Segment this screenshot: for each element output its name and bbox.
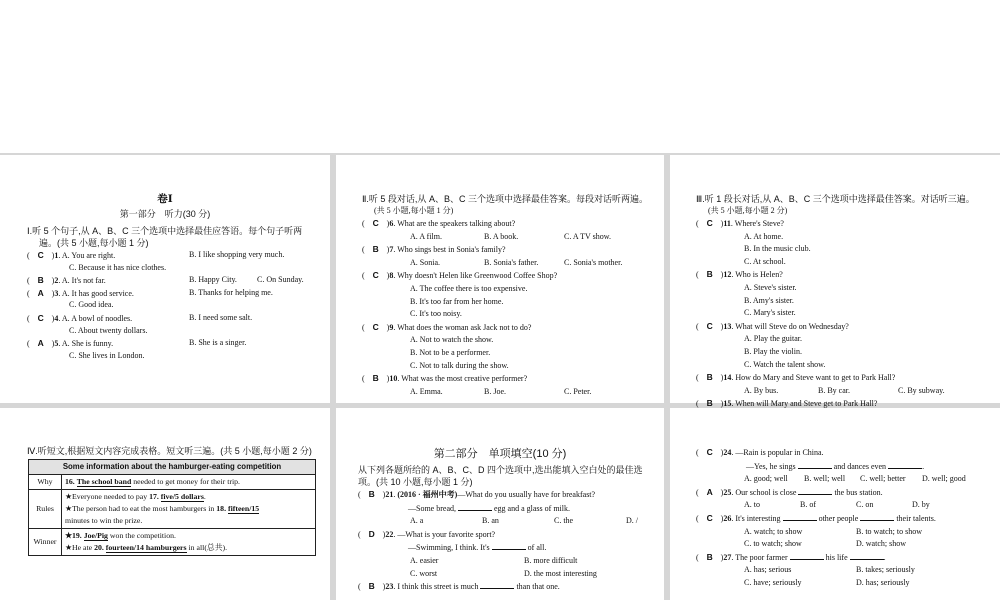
question-4: ( C )4. A. A bowl of noodles. B. I need some salt.	[27, 312, 330, 325]
opt-d: D. has; seriously	[856, 577, 910, 587]
opt-a: A. It has good service.	[61, 288, 134, 298]
answer-25: A	[706, 486, 713, 497]
panel-section-5	[336, 408, 664, 600]
q26-options-cd	[696, 538, 1000, 551]
q26-options-ab	[696, 526, 1000, 539]
q18-post: minutes to win the prize.	[65, 516, 143, 525]
question-3-line2	[27, 299, 330, 312]
q22-text: —What is your favorite sport?	[397, 529, 496, 539]
question-25: ( A )25. Our school is close the bus station.	[696, 486, 883, 497]
panel-section-6	[670, 408, 1000, 600]
q23-text-a: I think this street is much	[397, 582, 481, 592]
q18-num: 18.	[216, 504, 227, 513]
answer-13: C	[706, 320, 713, 331]
question-24: ( C )24. —Rain is popular in China.	[696, 447, 824, 457]
question-1-line2	[27, 262, 330, 275]
question-21: ( B )21. (2016 · 福州中考)—What do you usually have for breakfast?	[358, 489, 596, 499]
q17-num: 17.	[149, 492, 159, 501]
qnum-23: 23	[385, 582, 394, 592]
opt-c: C. A TV show.	[564, 231, 611, 241]
q6-text: What are the speakers talking about?	[397, 219, 516, 228]
q13-option-b	[696, 346, 1000, 359]
answer-slot	[699, 268, 721, 282]
answer-14: B	[706, 372, 713, 383]
answer-slot	[365, 269, 387, 283]
blank	[888, 460, 925, 471]
q25-text-a: Our school is close	[735, 487, 799, 497]
opt-b: B. Thanks for helping me.	[189, 287, 273, 297]
q20-pre: ★He ate	[65, 543, 95, 552]
q16-answer: The school band	[76, 477, 132, 486]
opt-b: B. Sonia's father.	[484, 257, 539, 267]
opt-d: D. well; good	[922, 474, 966, 484]
answer-slot	[365, 243, 387, 257]
question-1: ( C )1. A. You are right. B. I like shopping very much.	[27, 249, 330, 262]
opt-b: B. takes; seriously	[856, 565, 915, 575]
answer-slot	[30, 337, 52, 351]
q24-l2b: and dances even	[831, 461, 889, 471]
question-6: ( C )6. What are the speakers talking about?	[362, 217, 664, 231]
question-3: ( A )3. A. It has good service. B. Thanks for helping me.	[27, 287, 330, 300]
opt-a: A. has; serious	[744, 565, 792, 575]
table-title: Some information about the hamburger-eating competition	[29, 460, 316, 475]
answer-10: B	[372, 373, 379, 384]
q20-num: 20.	[94, 543, 104, 552]
answer-slot	[699, 320, 721, 334]
opt-c: C. well; better	[860, 474, 906, 484]
opt-d: D. /	[626, 516, 638, 526]
qnum-7: 7	[389, 245, 394, 255]
answer-slot	[365, 372, 387, 386]
q8-option-c	[362, 308, 664, 321]
q19-answer: Joe/Pig	[83, 531, 108, 540]
volume-title: 卷Ⅰ	[157, 194, 173, 205]
opt-a: A. to	[744, 500, 760, 510]
blank	[798, 460, 832, 469]
answer-5: A	[37, 338, 44, 349]
q12-text: Who is Helen?	[735, 270, 783, 280]
q16-rest: needed to get money for their trip.	[131, 477, 241, 486]
opt-c: C. On Sunday.	[257, 275, 304, 285]
opt-b: B. In the music club.	[744, 244, 811, 254]
q20-answer: fourteen/14 hamburgers	[105, 543, 187, 552]
hamburger-table	[28, 459, 316, 556]
opt-b: B. Amy's sister.	[744, 295, 794, 305]
winner-cell	[62, 529, 316, 556]
opt-b: B. Happy City.	[189, 275, 237, 285]
question-12: ( B )12. Who is Helen?	[696, 268, 1000, 282]
answer-2: B	[37, 275, 44, 286]
opt-c: C. worst	[410, 568, 438, 578]
question-9: ( C )9. What does the woman ask Jack not to do?	[362, 321, 664, 335]
answer-12: B	[706, 269, 713, 280]
row-label-winner: Winner	[29, 529, 62, 556]
qnum-14: 14	[723, 373, 732, 383]
qnum-21: 21	[385, 490, 394, 499]
answer-21: B	[368, 489, 375, 499]
q14-text: How do Mary and Steve want to get to Park Hall?	[735, 373, 896, 383]
sec3-sub: (共 5 小题,每小题 2 分)	[708, 206, 788, 215]
q13-option-c	[696, 359, 1000, 372]
blank	[480, 580, 514, 589]
answer-slot	[699, 217, 721, 231]
answer-slot	[30, 249, 52, 263]
opt-c: C. Peter.	[564, 386, 592, 396]
q22-options-cd	[358, 568, 664, 581]
sec5-header-2: 项。(共 10 小题,每小题 1 分)	[358, 477, 473, 487]
q21-options	[358, 515, 664, 528]
q18-pre: ★The person had to eat the most hamburgers in	[65, 504, 217, 513]
q24-options	[696, 473, 1000, 486]
qnum-25: 25	[723, 487, 732, 497]
opt-d: D. watch; show	[856, 539, 906, 549]
opt-d: D. the most interesting	[524, 568, 597, 578]
sec4-header: Ⅳ.听短文,根据短文内容完成表格。短文听三遍。(共 5 小题,每小题 2 分)	[27, 446, 312, 456]
sec1-header: Ⅰ.听 5 个句子,从 A、B、C 三个选项中选择最佳应答语。每个句子听两	[27, 226, 303, 236]
panel-section-4	[0, 408, 330, 600]
question-15: ( B )15. When will Mary and Steve get to Park Hall?	[696, 397, 1000, 411]
q9-text: What does the woman ask Jack not to do?	[397, 322, 532, 332]
answer-27: B	[706, 551, 713, 562]
q17-pre: ★Everyone needed to pay	[65, 492, 150, 501]
answer-slot	[699, 371, 721, 385]
why-cell	[62, 475, 316, 490]
question-26: ( C )26. It's interesting other people their talents.	[696, 512, 936, 523]
q21-line2	[358, 502, 664, 516]
opt-b: B. of	[800, 500, 816, 510]
opt-b: B. A book.	[484, 231, 519, 241]
qnum-22: 22	[385, 529, 394, 539]
q22-options-ab	[358, 555, 664, 568]
qnum-3: 3	[54, 288, 59, 298]
opt-c: C. About twenty dollars.	[69, 325, 148, 335]
q19-num: ★19.	[65, 531, 82, 540]
q12-option-c	[696, 307, 1000, 320]
opt-a: A. By bus.	[744, 385, 779, 395]
q26-text-c: their talents.	[894, 513, 936, 523]
question-27: ( B )27. The poor farmer his life .	[696, 551, 886, 562]
answer-15: B	[706, 398, 713, 409]
q9-option-a	[362, 334, 664, 347]
question-5: ( A )5. A. She is funny. B. She is a singer.	[27, 337, 330, 350]
sec1-header-2: 遍。(共 5 小题,每小题 1 分)	[39, 238, 149, 248]
opt-d: D. by	[912, 500, 930, 510]
answer-slot	[30, 287, 52, 301]
q17-post: .	[203, 492, 206, 501]
opt-c: C. Watch the talent show.	[744, 359, 826, 369]
q24-line2	[696, 460, 1000, 474]
blank	[783, 512, 817, 521]
qnum-8: 8	[389, 271, 394, 281]
q10-text: What was the most creative performer?	[401, 374, 528, 384]
source-21: (2016 · 福州中考)	[397, 490, 458, 499]
row-label-why: Why	[29, 475, 62, 490]
q12-option-a	[696, 282, 1000, 295]
qnum-6: 6	[389, 219, 394, 228]
answer-slot	[30, 274, 52, 288]
opt-c: C. It's too noisy.	[410, 309, 462, 319]
opt-a: A. Steve's sister.	[744, 282, 797, 292]
q23-text-b: than that one.	[514, 582, 560, 592]
q11-option-a	[696, 231, 1000, 244]
opt-a: A. She is funny.	[61, 339, 114, 349]
opt-c: C. have; seriously	[744, 577, 802, 587]
opt-c: C. on	[856, 500, 874, 510]
opt-b: B. I need some salt.	[189, 312, 253, 322]
opt-b: B. Joe.	[484, 386, 506, 396]
q12-option-b	[696, 295, 1000, 308]
opt-c: C. Mary's sister.	[744, 308, 796, 318]
opt-a: A. The coffee there is too expensive.	[410, 283, 528, 293]
opt-a: A. Play the guitar.	[744, 334, 802, 344]
answer-23: B	[368, 581, 375, 592]
blank	[458, 502, 492, 511]
blank	[798, 486, 832, 495]
qnum-12: 12	[723, 270, 732, 280]
q19-post: won the competition.	[107, 531, 176, 540]
panel-section-1	[0, 155, 330, 403]
opt-c: C. At school.	[744, 256, 786, 266]
q6-options	[362, 231, 664, 244]
answer-slot	[365, 321, 387, 335]
q8-option-a	[362, 283, 664, 296]
answer-1: C	[37, 250, 44, 260]
q14-options	[696, 385, 1000, 398]
qnum-26: 26	[723, 513, 732, 523]
answer-9: C	[372, 321, 379, 332]
q22-l2a: —Swimming, I think. It's	[408, 543, 492, 553]
question-23: ( B )23. I think this street is much than that one.	[358, 581, 560, 592]
qnum-27: 27	[723, 552, 732, 562]
q27-options-ab	[696, 564, 1000, 577]
q20-post: in all(总共).	[186, 543, 228, 552]
question-2: ( B )2. A. It's not far. B. Happy City. C. On Sunday.	[27, 274, 330, 287]
opt-b: B. By car.	[818, 385, 850, 395]
qnum-9: 9	[389, 322, 394, 332]
blank	[860, 512, 894, 521]
opt-b: B. I like shopping very much.	[189, 250, 285, 259]
opt-c: C. Because it has nice clothes.	[69, 262, 167, 272]
q11-option-b	[696, 243, 1000, 256]
opt-a: A. Emma.	[410, 386, 443, 396]
question-11: ( C )11. Where's Steve?	[696, 217, 1000, 231]
opt-a: A. Sonia.	[410, 257, 440, 267]
answer-slot	[365, 217, 387, 231]
answer-24: C	[706, 447, 713, 457]
qnum-1: 1	[54, 251, 59, 260]
opt-a: A. good; well	[744, 474, 788, 484]
opt-a: A. A film.	[410, 231, 443, 241]
question-10: ( B )10. What was the most creative performer?	[362, 372, 664, 386]
sec2-header: Ⅱ.听 5 段对话,从 A、B、C 三个选项中选择最佳答案。每段对话听两遍。	[362, 194, 648, 204]
part1-title: 第一部分 听力(30 分)	[119, 209, 211, 219]
q25-options	[696, 499, 1000, 512]
question-14: ( B )14. How do Mary and Steve want to get to Park Hall?	[696, 371, 1000, 385]
opt-a: A. You are right.	[61, 251, 116, 260]
q9-option-c	[362, 360, 664, 373]
opt-a: A. easier	[410, 555, 439, 565]
sec2-list	[362, 217, 664, 398]
q22-line2	[358, 541, 664, 555]
opt-b: B. Play the violin.	[744, 346, 802, 356]
qnum-24: 24	[723, 448, 732, 457]
opt-a: A. It's not far.	[61, 276, 106, 286]
rules-cell	[62, 490, 316, 529]
answer-11: C	[706, 218, 713, 228]
question-13: ( C )13. What will Steve do on Wednesday?	[696, 320, 1000, 334]
answer-22: D	[368, 528, 375, 539]
blank-top-area	[0, 0, 1000, 153]
blank	[492, 541, 526, 550]
sec1-list	[27, 249, 330, 362]
opt-a: A. watch; to show	[744, 526, 803, 536]
q27-options-cd	[696, 577, 1000, 590]
answer-6: C	[372, 218, 379, 228]
q17-answer: five/5 dollars	[160, 492, 204, 501]
row-label-rules: Rules	[29, 490, 62, 529]
q27-text-b: his life	[823, 552, 850, 562]
q13-text: What will Steve do on Wednesday?	[735, 321, 849, 331]
opt-c: C. the	[554, 516, 574, 526]
q27-text-c: .	[883, 552, 886, 562]
q11-text: Where's Steve?	[734, 219, 784, 228]
q11-option-c	[696, 256, 1000, 269]
question-5-line2	[27, 350, 330, 363]
q8-text: Why doesn't Helen like Greenwood Coffee Shop?	[397, 271, 558, 281]
q26-text-b: other people	[816, 513, 861, 523]
qnum-5: 5	[54, 339, 59, 349]
opt-b: B. more difficult	[524, 555, 578, 565]
q22-l2b: of all.	[525, 543, 547, 553]
blank	[850, 551, 884, 560]
opt-c: C. Not to talk during the show.	[410, 360, 509, 370]
answer-7: B	[372, 244, 379, 255]
opt-b: B. It's too far from her home.	[410, 296, 504, 306]
q26-text-a: It's interesting	[735, 513, 783, 523]
answer-8: C	[372, 270, 379, 281]
qnum-2: 2	[54, 276, 59, 286]
opt-b: B. an	[482, 516, 499, 526]
opt-a: A. Not to watch the show.	[410, 335, 494, 345]
q10-options	[362, 386, 664, 399]
q16-num: 16.	[65, 477, 75, 486]
opt-c: C. Sonia's mother.	[564, 257, 623, 267]
answer-4: C	[37, 312, 44, 323]
opt-c: C. Good idea.	[69, 300, 114, 310]
qnum-10: 10	[389, 374, 398, 384]
opt-a: A. At home.	[744, 231, 784, 241]
sec3-list	[696, 217, 1000, 424]
blank	[790, 551, 824, 560]
q7-options	[362, 257, 664, 270]
question-22: ( D )22. —What is your favorite sport?	[358, 528, 496, 539]
qnum-11: 11	[723, 219, 731, 228]
opt-b: B. well; well	[804, 474, 846, 484]
q9-option-b	[362, 347, 664, 360]
panel-section-3	[670, 155, 1000, 409]
panel-section-2	[336, 155, 664, 403]
answer-26: C	[706, 512, 713, 523]
answer-3: A	[37, 287, 44, 298]
q21-text: —What do you usually have for breakfast?	[457, 490, 596, 499]
q24-l2a: —Yes, he sings	[746, 461, 798, 471]
q24-text: —Rain is popular in China.	[735, 448, 824, 457]
opt-c: C. She lives in London.	[69, 350, 145, 360]
qnum-4: 4	[54, 313, 59, 323]
q25-text-b: the bus station.	[832, 487, 883, 497]
opt-c: C. By subway.	[898, 385, 945, 395]
qnum-13: 13	[723, 321, 732, 331]
opt-c: C. to watch; show	[744, 539, 802, 549]
q13-option-a	[696, 333, 1000, 346]
opt-a: A. a	[410, 516, 424, 526]
sec5-header: 从下列各题所给的 A、B、C、D 四个选项中,选出能填入空白处的最佳选	[358, 465, 643, 475]
q21-l2a: —Some bread,	[408, 503, 458, 513]
q18-answer: fifteen/15	[227, 504, 260, 513]
q24-l2c: .	[922, 461, 925, 471]
q15-text: When will Mary and Steve get to Park Hall?	[735, 399, 878, 409]
opt-a: A. A bowl of noodles.	[61, 313, 133, 323]
q21-l2b: egg and a glass of milk.	[492, 503, 570, 513]
sec3-header: Ⅲ.听 1 段长对话,从 A、B、C 三个选项中选择最佳答案。对话听三遍。	[696, 194, 975, 204]
q8-option-b	[362, 296, 664, 309]
qnum-15: 15	[723, 399, 732, 409]
opt-b: B. to watch; to show	[856, 526, 922, 536]
q7-text: Who sings best in Sonia's family?	[397, 245, 506, 255]
question-4-line2	[27, 325, 330, 338]
part2-title: 第二部分 单项填空(10 分)	[433, 448, 567, 460]
opt-b: B. Not to be a performer.	[410, 347, 491, 357]
question-8: ( C )8. Why doesn't Helen like Greenwood Coffee Shop?	[362, 269, 664, 283]
q27-text-a: The poor farmer	[735, 552, 790, 562]
question-7: ( B )7. Who sings best in Sonia's family?	[362, 243, 664, 257]
answer-slot	[30, 312, 52, 326]
sec2-sub: (共 5 小题,每小题 1 分)	[374, 206, 454, 215]
opt-b: B. She is a singer.	[189, 338, 247, 348]
